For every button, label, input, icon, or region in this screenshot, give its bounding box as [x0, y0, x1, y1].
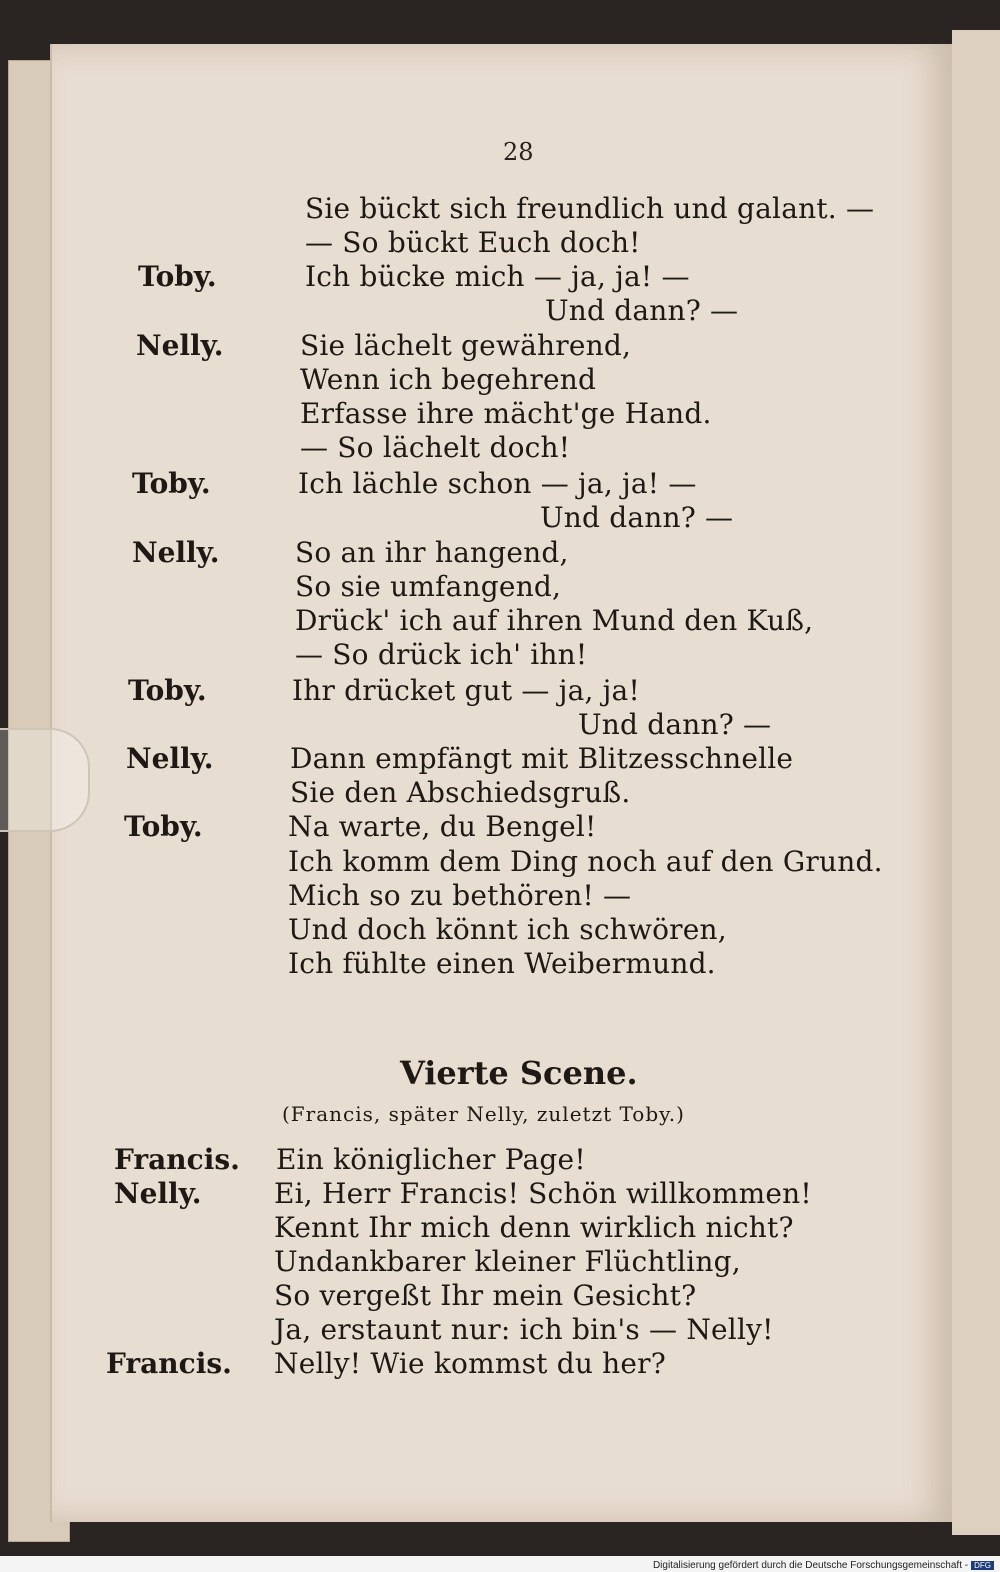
stage-direction: (Francis, später Nelly, zuletzt Toby.) — [282, 1102, 685, 1126]
verse-line: Ja, erstaunt nur: ich bin's — Nelly! — [274, 1313, 774, 1346]
speaker-name: Toby. — [132, 467, 211, 500]
verse-line: Ei, Herr Francis! Schön willkommen! — [274, 1177, 812, 1210]
facing-page-edge — [952, 30, 1000, 1535]
verse-line: Und dann? — — [578, 708, 772, 741]
speaker-name: Toby. — [138, 260, 217, 293]
verse-line: Sie den Abschiedsgruß. — [290, 776, 631, 809]
verse-line: Und doch könnt ich schwören, — [288, 913, 727, 946]
verse-line: Ich fühlte einen Weibermund. — [288, 947, 716, 980]
verse-line: Undankbarer kleiner Flüchtling, — [274, 1245, 741, 1278]
speaker-name: Toby. — [128, 674, 207, 707]
verse-line: Dann empfängt mit Blitzesschnelle — [290, 742, 794, 775]
verse-line: Na warte, du Bengel! — [288, 810, 597, 843]
page-clip-tab — [0, 728, 90, 832]
verse-line: Sie bückt sich freundlich und galant. — — [305, 192, 875, 225]
speaker-name: Nelly. — [132, 536, 220, 569]
footer-bar — [0, 1556, 1000, 1572]
verse-line: So an ihr hangend, — [295, 536, 569, 569]
verse-line: Wenn ich begehrend — [300, 363, 597, 396]
speaker-name: Francis. — [114, 1143, 240, 1176]
speaker-name: Toby. — [124, 810, 203, 843]
verse-line: Mich so zu bethören! — — [288, 879, 632, 912]
verse-line: Kennt Ihr mich denn wirklich nicht? — [274, 1211, 794, 1244]
verse-line: Ich lächle schon — ja, ja! — — [298, 467, 697, 500]
verse-line: Und dann? — — [540, 501, 734, 534]
verse-line: Und dann? — — [545, 294, 739, 327]
verse-line: Ein königlicher Page! — [276, 1143, 586, 1176]
verse-line: So vergeßt Ihr mein Gesicht? — [274, 1279, 697, 1312]
speaker-name: Nelly. — [114, 1177, 202, 1210]
scene-title: Vierte Scene. — [400, 1054, 638, 1092]
verse-line: Sie lächelt gewährend, — [300, 329, 632, 362]
verse-line: Nelly! Wie kommst du her? — [274, 1347, 666, 1380]
footer-credit-text: Digitalisierung gefördert durch die Deutsche Forschungsgemeinschaft - — [652, 1560, 969, 1571]
verse-line: Drück' ich auf ihren Mund den Kuß, — [295, 604, 814, 637]
verse-line: Ich bücke mich — ja, ja! — — [305, 260, 690, 293]
verse-line: — So bückt Euch doch! — [305, 226, 641, 259]
verse-line: — So lächelt doch! — [300, 431, 571, 464]
footer-credit — [653, 1560, 994, 1571]
speaker-name: Nelly. — [126, 742, 214, 775]
verse-line: So sie umfangend, — [295, 570, 562, 603]
verse-line: Ihr drücket gut — ja, ja! — [292, 674, 640, 707]
speaker-name: Francis. — [106, 1347, 232, 1380]
verse-line: Ich komm dem Ding noch auf den Grund. — [288, 845, 883, 878]
dfg-logo: DFG — [971, 1561, 994, 1570]
verse-line: — So drück ich' ihn! — [295, 638, 588, 671]
verse-line: Erfasse ihre mächt'ge Hand. — [300, 397, 712, 430]
speaker-name: Nelly. — [136, 329, 224, 362]
page-number: 28 — [503, 138, 534, 166]
